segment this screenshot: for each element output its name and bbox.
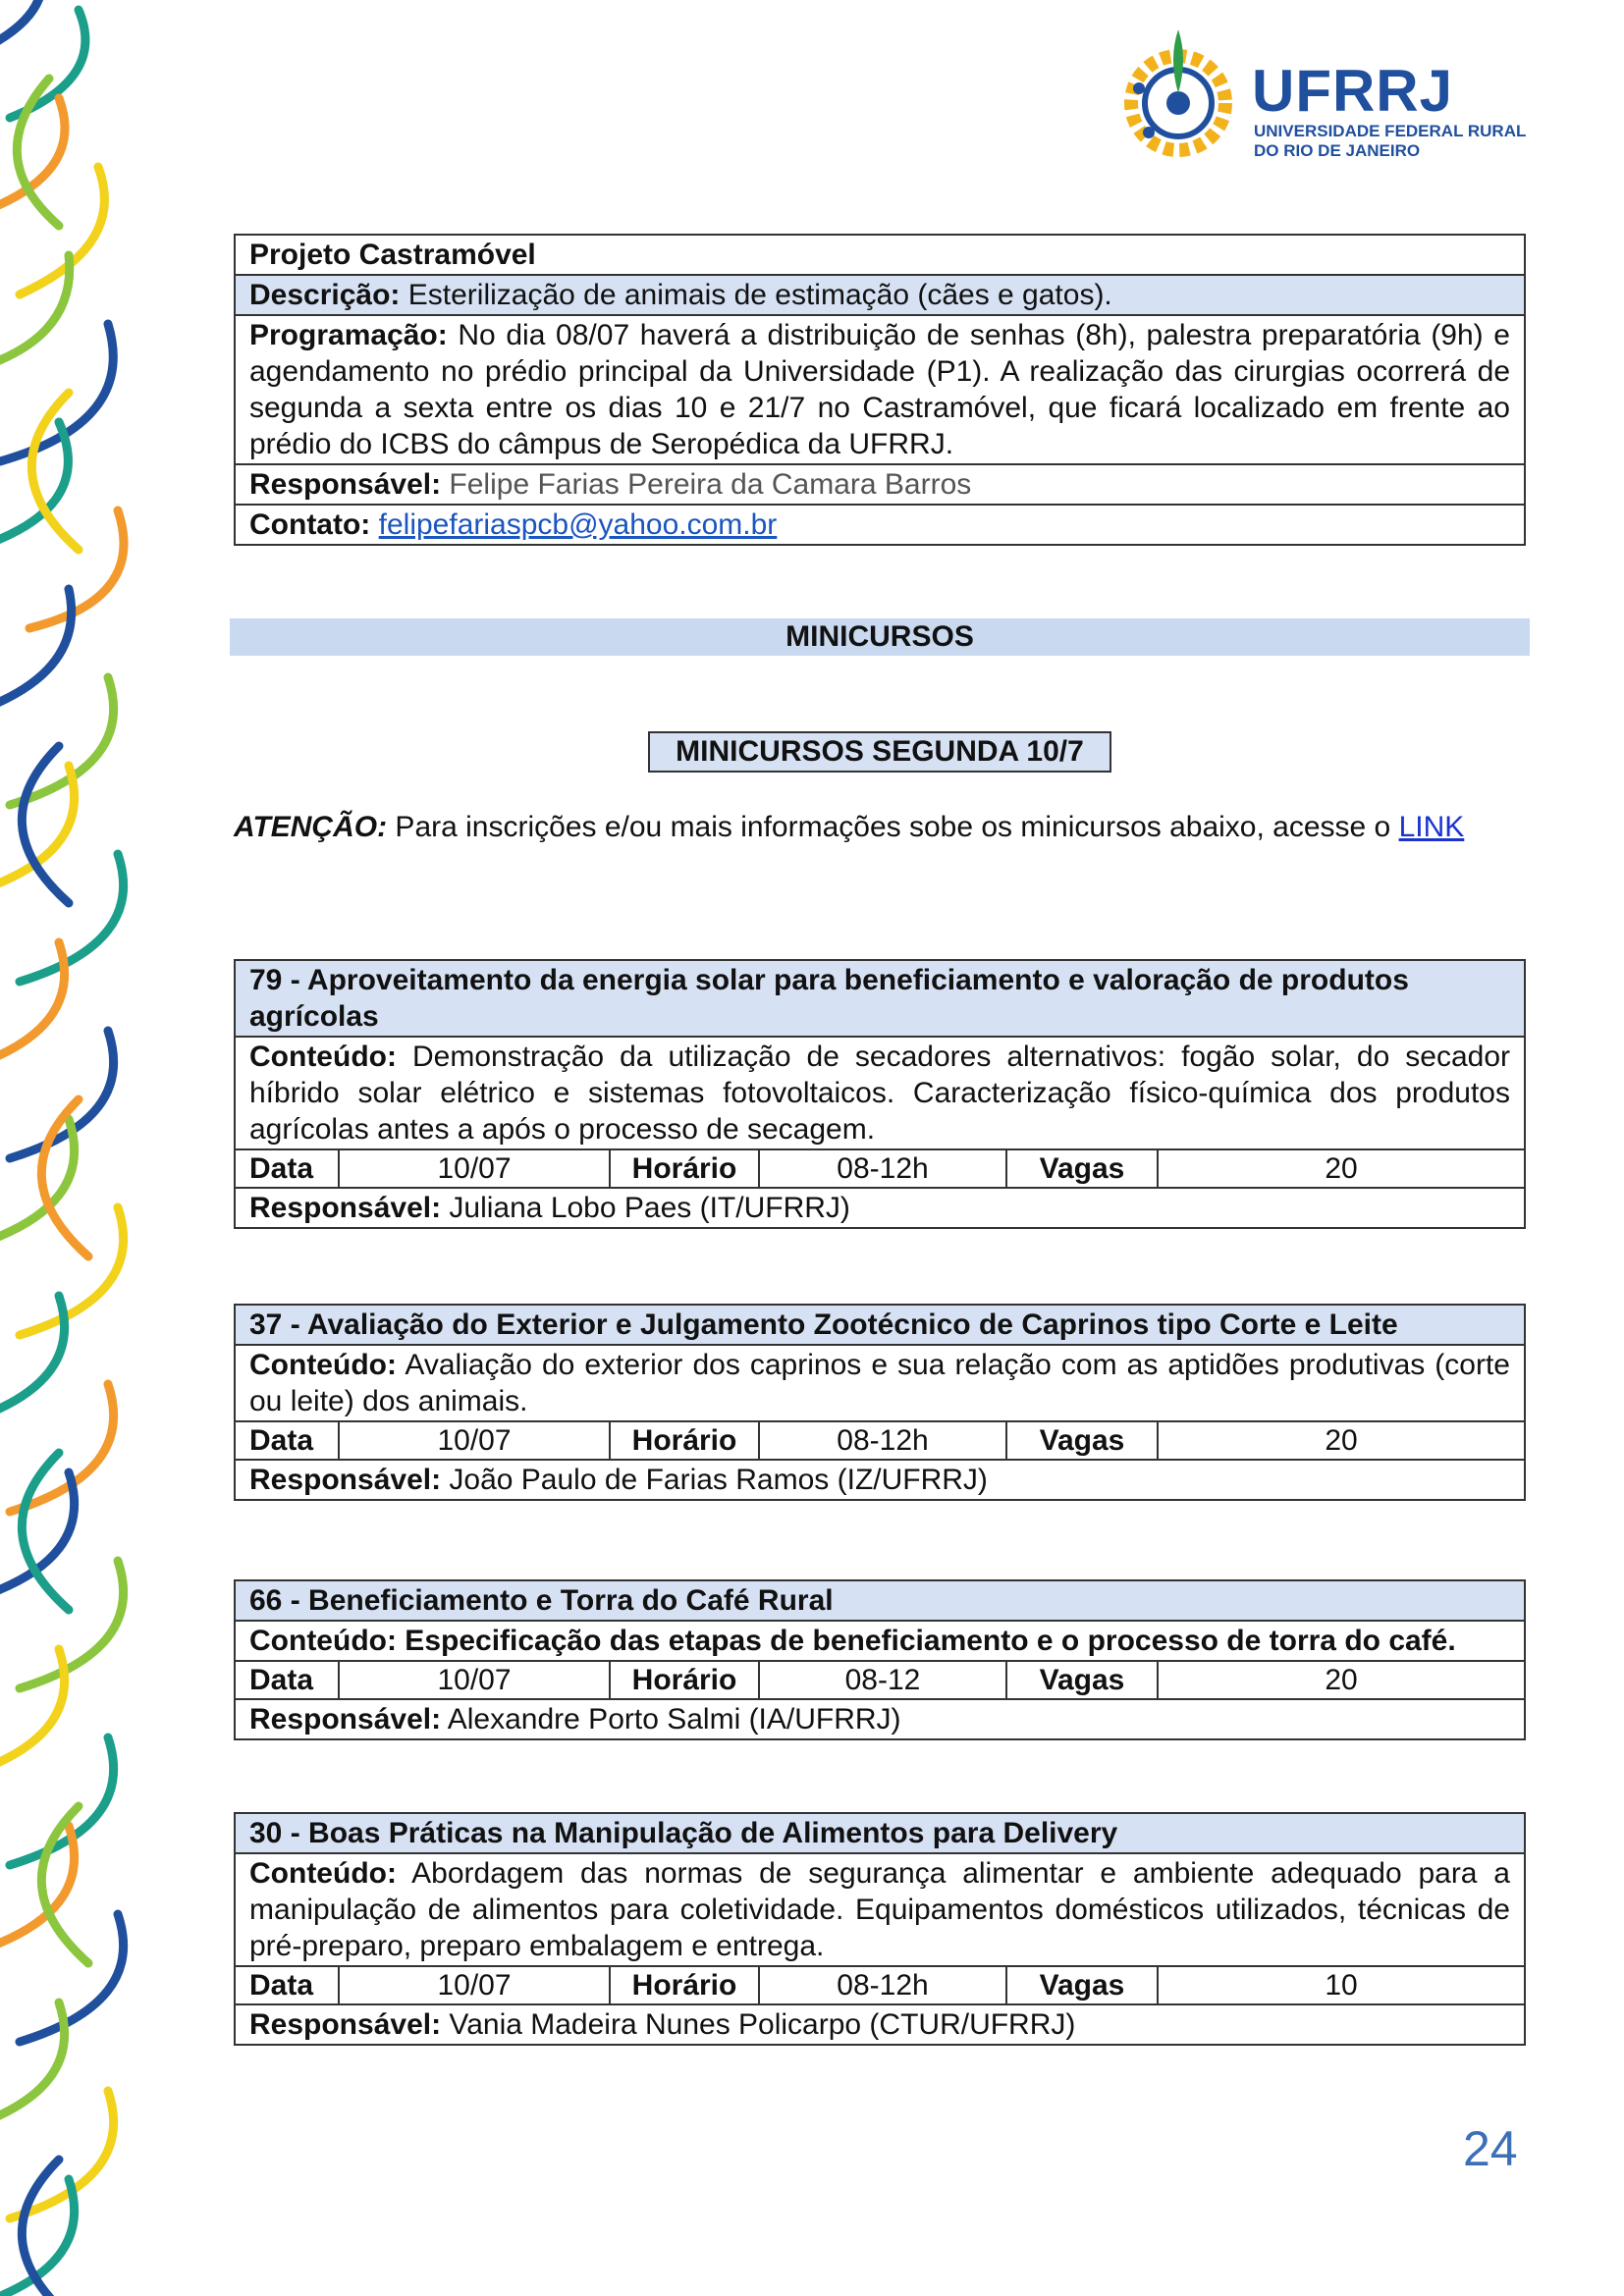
logo-subtitle-line2: DO RIO DE JANEIRO [1254, 141, 1421, 160]
logo-name: UFRRJ [1252, 58, 1454, 124]
course-table-30 [234, 1812, 1526, 2046]
data-value: 10/07 [339, 1421, 610, 1460]
conteudo-label: Conteúdo: [249, 1857, 397, 1890]
vagas-label: Vagas [1006, 1421, 1158, 1460]
responsavel-label: Responsável: [249, 1464, 442, 1496]
responsavel-text: João Paulo de Farias Ramos (IZ/UFRRJ) [441, 1464, 988, 1496]
logo-subtitle-line1: UNIVERSIDADE FEDERAL RURAL [1254, 122, 1527, 140]
horario-label: Horário [610, 1421, 759, 1460]
vagas-label: Vagas [1006, 1149, 1158, 1188]
conteudo-text: Abordagem das normas de segurança alimentar e ambiente adequado para a manipulação de alimentos para coletividade. Equipamentos domésticos utilizados, técnicas de pré-preparo, preparo embalagem e entrega. [249, 1857, 1510, 1962]
course-title: 66 - Beneficiamento e Torra do Café Rural [249, 1584, 834, 1617]
vagas-label: Vagas [1006, 1966, 1158, 2004]
programacao-text: No dia 08/07 haverá a distribuição de senhas (8h), palestra preparatória (9h) e agendamento no prédio principal da Universidade (P1). A realização das cirurgias ocorrerá de segunda a sexta entre os dias 10 e 21/7 no Castramóvel, que ficará localizado em frente ao prédio do ICBS do câmpus de Seropédica da UFRRJ. [249, 319, 1510, 460]
decorative-border-art [0, 0, 226, 2296]
programacao-cell [235, 315, 1525, 464]
conteudo-text: Demonstração da utilização de secadores alternativos: fogão solar, do secador híbrido solar elétrico e sistemas fotovoltaicos. Caracterização físico-química dos produtos agrícolas antes a após o processo de secagem. [249, 1041, 1510, 1146]
descricao-cell [235, 275, 1525, 315]
course-title-cell [235, 1813, 1525, 1853]
horario-value: 08-12h [759, 1421, 1006, 1460]
course-schedule-row [235, 1661, 1525, 1699]
horario-label: Horário [610, 1149, 759, 1188]
data-value: 10/07 [339, 1661, 610, 1699]
ufrrj-emblem-icon [1110, 20, 1247, 167]
subsection-title-monday: MINICURSOS SEGUNDA 10/7 [648, 731, 1111, 773]
data-value: 10/07 [339, 1966, 610, 2004]
course-table-79 [234, 959, 1526, 1229]
vagas-value: 20 [1158, 1661, 1525, 1699]
data-label: Data [235, 1661, 339, 1699]
horario-label: Horário [610, 1966, 759, 2004]
horario-value: 08-12h [759, 1966, 1006, 2004]
attention-link[interactable]: LINK [1398, 811, 1465, 843]
responsavel-text: Vania Madeira Nunes Policarpo (CTUR/UFRRJ) [441, 2008, 1076, 2041]
course-responsavel-cell [235, 2004, 1525, 2045]
attention-note [234, 809, 1526, 846]
course-table-37 [234, 1304, 1526, 1501]
project-title-cell [235, 235, 1525, 275]
horario-value: 08-12 [759, 1661, 1006, 1699]
ufrrj-logo [1110, 20, 1532, 177]
course-conteudo-cell [235, 1621, 1525, 1661]
attention-text: Para inscrições e/ou mais informações sobe os minicursos abaixo, acesse o [387, 811, 1399, 843]
castramovel-table [234, 234, 1526, 546]
course-title: 37 - Avaliação do Exterior e Julgamento Zootécnico de Caprinos tipo Corte e Leite [249, 1308, 1398, 1341]
data-value: 10/07 [339, 1149, 610, 1188]
course-schedule-row [235, 1149, 1525, 1188]
course-conteudo-cell [235, 1853, 1525, 1966]
conteudo-label: Conteúdo: [249, 1349, 397, 1381]
responsavel-cell [235, 464, 1525, 505]
responsavel-text: Felipe Farias Pereira da Camara Barros [441, 468, 972, 501]
conteudo-label: Conteúdo: [249, 1625, 397, 1657]
conteudo-text: Especificação das etapas de beneficiamento e o processo de torra do café. [396, 1625, 1456, 1657]
course-schedule-row [235, 1966, 1525, 2004]
horario-label: Horário [610, 1661, 759, 1699]
course-title-cell [235, 1580, 1525, 1621]
vagas-value: 20 [1158, 1421, 1525, 1460]
responsavel-text: Juliana Lobo Paes (IT/UFRRJ) [441, 1192, 850, 1224]
responsavel-label: Responsável: [249, 2008, 442, 2041]
responsavel-text: Alexandre Porto Salmi (IA/UFRRJ) [441, 1703, 901, 1735]
horario-value: 08-12h [759, 1149, 1006, 1188]
conteudo-text: Avaliação do exterior dos caprinos e sua relação com as aptidões produtivas (corte ou leite) dos animais. [249, 1349, 1510, 1417]
contato-email-link[interactable]: felipefariaspcb@yahoo.com.br [378, 508, 778, 541]
section-title-minicursos: MINICURSOS [230, 618, 1530, 656]
vagas-value: 10 [1158, 1966, 1525, 2004]
contato-cell [235, 505, 1525, 545]
course-conteudo-cell [235, 1345, 1525, 1421]
data-label: Data [235, 1421, 339, 1460]
responsavel-label: Responsável: [249, 1703, 442, 1735]
vagas-value: 20 [1158, 1149, 1525, 1188]
course-table-66 [234, 1579, 1526, 1740]
conteudo-label: Conteúdo: [249, 1041, 397, 1073]
course-responsavel-cell [235, 1460, 1525, 1500]
data-label: Data [235, 1149, 339, 1188]
data-label: Data [235, 1966, 339, 2004]
programacao-label: Programação: [249, 319, 448, 351]
course-schedule-row [235, 1421, 1525, 1460]
attention-label: ATENÇÃO: [234, 811, 388, 843]
course-title: 79 - Aproveitamento da energia solar para beneficiamento e valoração de produtos agrícolas [249, 964, 1409, 1033]
course-title-cell [235, 960, 1525, 1037]
responsavel-label: Responsável: [249, 468, 442, 501]
project-title: Projeto Castramóvel [249, 239, 536, 271]
page-number: 24 [1463, 2121, 1518, 2176]
responsavel-label: Responsável: [249, 1192, 442, 1224]
course-responsavel-cell [235, 1699, 1525, 1739]
course-title-cell [235, 1305, 1525, 1345]
descricao-text: Esterilização de animais de estimação (cães e gatos). [400, 279, 1112, 311]
course-conteudo-cell [235, 1037, 1525, 1149]
course-title: 30 - Boas Práticas na Manipulação de Alimentos para Delivery [249, 1817, 1118, 1849]
vagas-label: Vagas [1006, 1661, 1158, 1699]
contato-label: Contato: [249, 508, 371, 541]
course-responsavel-cell [235, 1188, 1525, 1228]
descricao-label: Descrição: [249, 279, 401, 311]
